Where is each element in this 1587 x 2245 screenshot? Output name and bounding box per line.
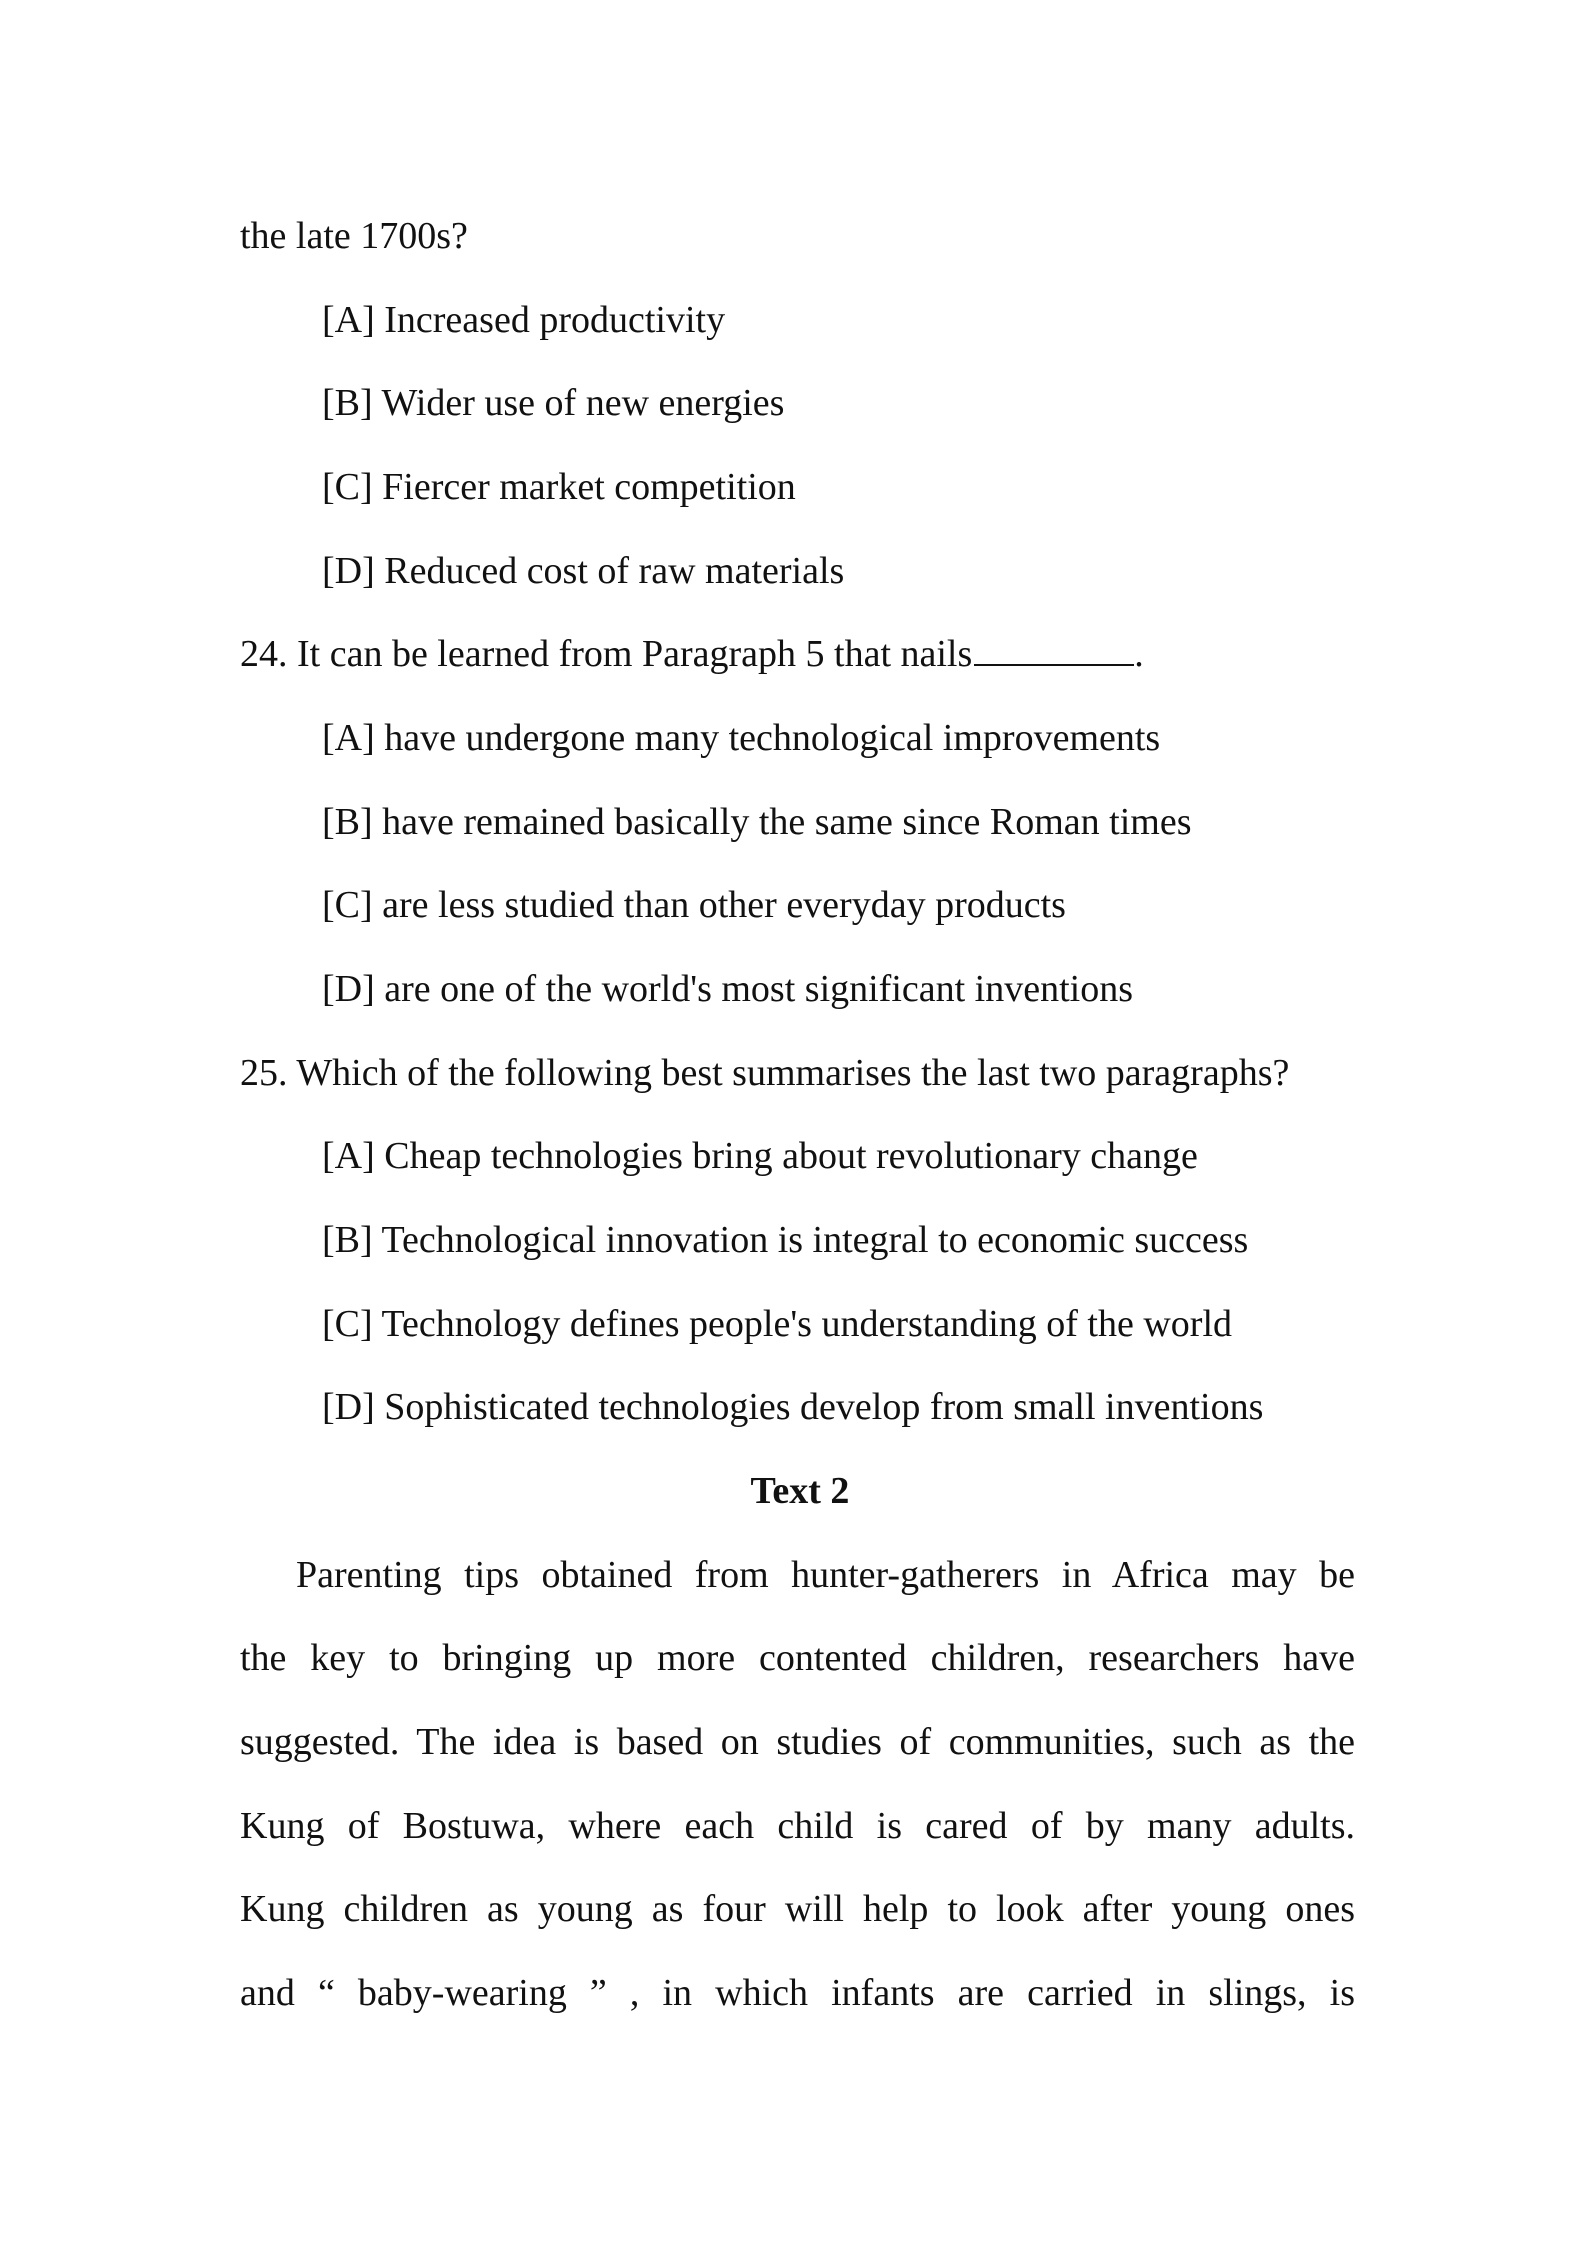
q24-stem	[240, 631, 1144, 677]
q24-option-a: [A] have undergone many technological improvements	[322, 717, 1161, 759]
paragraph-line: Kung of Bostuwa, where each child is cared of by many adults.	[240, 1805, 1355, 1847]
q23-option-c: [C] Fiercer market competition	[322, 466, 796, 508]
paragraph-line: suggested. The idea is based on studies of communities, such as the	[240, 1721, 1355, 1763]
q24-option-b: [B] have remained basically the same since Roman times	[322, 801, 1192, 843]
q24-stem-end: .	[1134, 633, 1144, 675]
section-title: Text 2	[750, 1470, 850, 1512]
paragraph-line: Parenting tips obtained from hunter-gatherers in Africa may be	[296, 1554, 1355, 1596]
answer-blank	[974, 634, 1134, 666]
paragraph-line: and “ baby-wearing ” , in which infants are carried in slings, is	[240, 1972, 1355, 2014]
paragraph-line: the key to bringing up more contented children, researchers have	[240, 1637, 1355, 1679]
q25-option-a: [A] Cheap technologies bring about revolutionary change	[322, 1135, 1198, 1177]
q25-option-d: [D] Sophisticated technologies develop from small inventions	[322, 1386, 1264, 1428]
q24-option-c: [C] are less studied than other everyday products	[322, 884, 1066, 926]
q25-option-c: [C] Technology defines people's understanding of the world	[322, 1303, 1232, 1345]
q25-option-b: [B] Technological innovation is integral to economic success	[322, 1219, 1249, 1261]
q24-option-d: [D] are one of the world's most significant inventions	[322, 968, 1134, 1010]
q23-option-b: [B] Wider use of new energies	[322, 382, 785, 424]
q23-option-d: [D] Reduced cost of raw materials	[322, 550, 845, 592]
q23-stem-tail: the late 1700s?	[240, 215, 468, 257]
q23-option-a: [A] Increased productivity	[322, 299, 726, 341]
paragraph-line: Kung children as young as four will help to look after young ones	[240, 1888, 1355, 1930]
q24-stem-text: 24. It can be learned from Paragraph 5 that nails	[240, 633, 973, 675]
q25-stem: 25. Which of the following best summarises the last two paragraphs?	[240, 1052, 1290, 1094]
